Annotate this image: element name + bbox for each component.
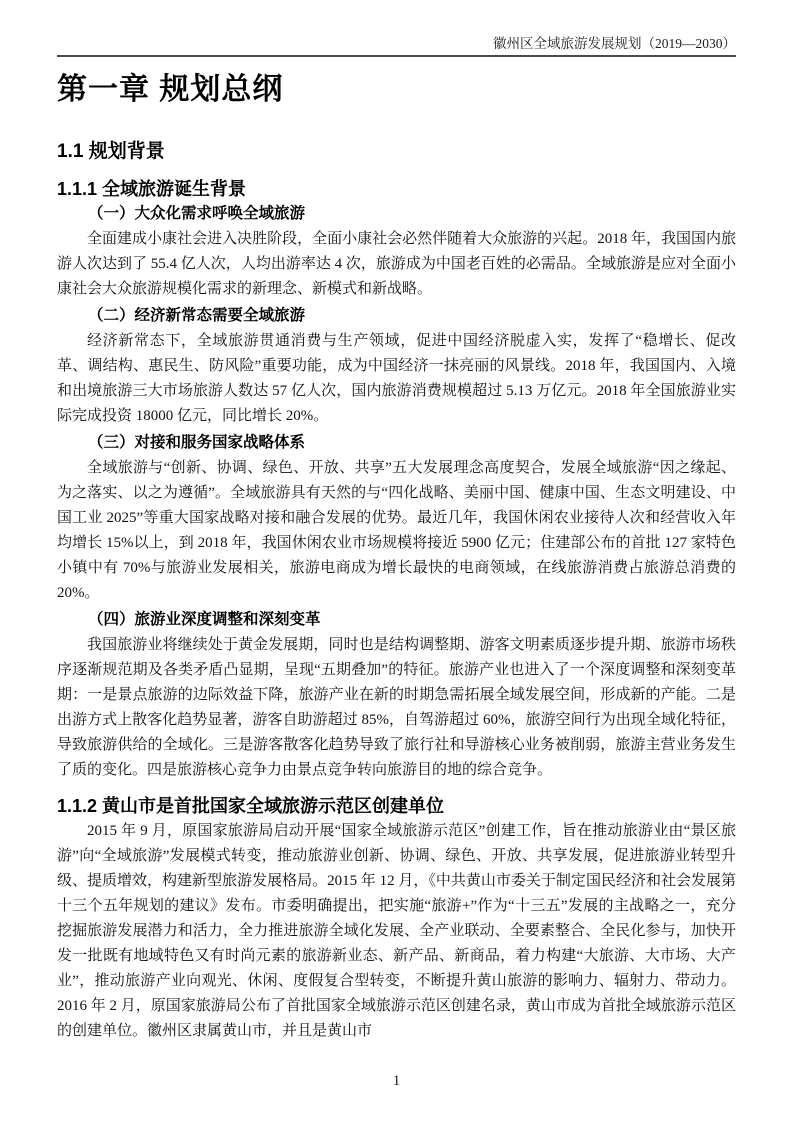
- subsection-1-1-1-title: 1.1.1 全域旅游诞生背景: [57, 179, 247, 199]
- item-4-heading: （四）旅游业深度调整和深刻变革: [88, 611, 321, 628]
- page-header-running-title: 徽州区全域旅游发展规划（2019—2030）: [57, 36, 736, 57]
- chapter-title: 第一章 规划总纲: [57, 73, 284, 106]
- page-number: 1: [392, 1073, 401, 1089]
- item-2-heading: （二）经济新常态需要全域旅游: [88, 307, 306, 324]
- item-4-paragraph: 我国旅游业将继续处于黄金发展期，同时也是结构调整期、游客文明素质逐步提升期、旅游市场秩序逐渐规范期及各类矛盾凸显期，呈现“五期叠加”的特征。旅游产业也进入了一个深度调整和深刻变革期：一是景点旅游的边际效益下降，旅游产业在新的时期急需拓展全域发展空间，形成新的产能。二是出游方式上散客化趋势显著，游客自助游超过 85%，自驾游超过 60%，旅游空间行为出现全域化特征，导致旅游供给的全域化。三是游客散客化趋势导致了旅行社和导游核心业务被削弱，旅游主营业务发生了质的变化。四是旅游核心竞争力由景点竞争转向旅游目的地的综合竞争。: [57, 637, 736, 778]
- section-1-1-title: 1.1 规划背景: [57, 141, 165, 162]
- item-2-paragraph: 经济新常态下，全域旅游贯通消费与生产领域，促进中国经济脱虚入实，发挥了“稳增长、促改革、调结构、惠民生、防风险”重要功能，成为中国经济一抹亮丽的风景线。2018 年，我国国内、入境和出境旅游三大市场旅游人数达 57 亿人次，国内旅游消费规模超过 5.13 万亿元。2018 年全国旅游业实际完成投资 18000 亿元，同比增长 20%。: [57, 333, 736, 424]
- subsection-1-1-2-paragraph: 2015 年 9 月，原国家旅游局启动开展“国家全域旅游示范区”创建工作，旨在推动旅游业由“景区旅游”向“全域旅游”发展模式转变，推动旅游业创新、协调、绿色、开放、共享发展，促进旅游业转型升级、提质增效，构建新型旅游发展格局。2015 年 12 月，《中共黄山市委关于制定国民经济和社会发展第十三个五年规划的建议》发布。市委明确提出，把实施“旅游+”作为“十三五”发展的主战略之一，充分挖掘旅游发展潜力和活力，全力推进旅游全域化发展、全产业联动、全要素整合、全民化参与，加快开发一批既有地域特色又有时尚元素的旅游新业态、新产品、新商品，着力构建“大旅游、大市场、大产业”，推动旅游产业向观光、休闲、度假复合型转变，不断提升黄山旅游的影响力、辐射力、带动力。2016 年 2 月，原国家旅游局公布了首批国家全域旅游示范区创建名录，黄山市成为首批全域旅游示范区的创建单位。徽州区隶属黄山市，并且是黄山市: [57, 823, 736, 1039]
- item-3-paragraph: 全域旅游与“创新、协调、绿色、开放、共享”五大发展理念高度契合，发展全域旅游“因之缘起、为之落实、以之为遵循”。全域旅游具有天然的与“四化战略、美丽中国、健康中国、生态文明建设、中国工业 2025”等重大国家战略对接和融合发展的优势。最近几年，我国休闲农业接待人次和经营收入年均增长 15%以上，到 2018 年，我国休闲农业市场规模将接近 5900 亿元；住建部公布的首批 127 家特色小镇中有 70%与旅游业发展相关，旅游电商成为增长最快的电商领域，在线旅游消费占旅游总消费的 20%。: [57, 460, 736, 601]
- item-3-heading: （三）对接和服务国家战略体系: [88, 434, 306, 451]
- subsection-1-1-2-title: 1.1.2 黄山市是首批国家全域旅游示范区创建单位: [57, 796, 445, 816]
- item-1-heading: （一）大众化需求呼唤全域旅游: [88, 205, 306, 222]
- item-1-paragraph: 全面建成小康社会进入决胜阶段，全面小康社会必然伴随着大众旅游的兴起。2018 年，我国国内旅游人次达到了 55.4 亿人次，人均出游率达 4 次，旅游成为中国老百姓的必需品。全域旅游是应对全面小康社会大众旅游规模化需求的新理念、新模式和新战略。: [57, 231, 736, 297]
